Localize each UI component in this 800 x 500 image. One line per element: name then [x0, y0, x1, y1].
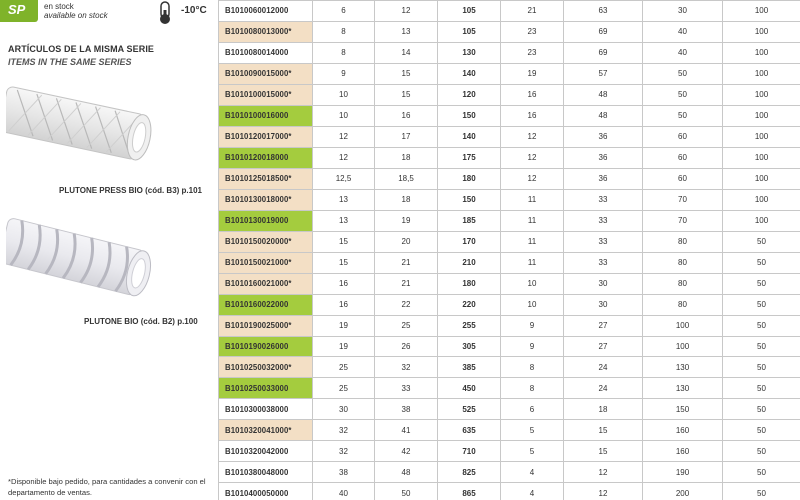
- weight-cell: 255: [438, 315, 501, 336]
- article-code-cell: B1010120017000*: [219, 126, 313, 147]
- table-row: [219, 210, 800, 231]
- table-row: [219, 336, 800, 357]
- bend-radius-cell: 80: [643, 231, 723, 252]
- stock-legend-en: available on stock: [44, 11, 108, 20]
- burst-pressure-cell: 15: [564, 441, 643, 462]
- burst-pressure-cell: 15: [564, 420, 643, 441]
- article-code-cell: B1010320042000: [219, 441, 313, 462]
- pressure-cell: 10: [501, 273, 564, 294]
- table-row: [219, 357, 800, 378]
- pressure-cell: 6: [501, 399, 564, 420]
- coil-length-cell: 50: [723, 231, 800, 252]
- stock-legend: [44, 2, 108, 20]
- burst-pressure-cell: 69: [564, 42, 643, 63]
- pressure-cell: 23: [501, 21, 564, 42]
- footnote: *Disponible bajo pedido, para cantidades a convenir con el departamento de ventas.: [8, 477, 206, 497]
- table-row: [219, 84, 800, 105]
- bend-radius-cell: 50: [643, 63, 723, 84]
- burst-pressure-cell: 33: [564, 210, 643, 231]
- pressure-cell: 16: [501, 84, 564, 105]
- weight-cell: 525: [438, 399, 501, 420]
- inner-diameter-cell: 40: [313, 483, 375, 500]
- outer-diameter-cell: 15: [375, 84, 438, 105]
- burst-pressure-cell: 69: [564, 21, 643, 42]
- pressure-cell: 5: [501, 441, 564, 462]
- article-code-cell: B1010080014000: [219, 42, 313, 63]
- inner-diameter-cell: 10: [313, 84, 375, 105]
- bend-radius-cell: 70: [643, 189, 723, 210]
- inner-diameter-cell: 13: [313, 210, 375, 231]
- bend-radius-cell: 50: [643, 105, 723, 126]
- table-row: [219, 21, 800, 42]
- article-code-cell: B1010150020000*: [219, 231, 313, 252]
- article-code-cell: B1010125018500*: [219, 168, 313, 189]
- bend-radius-cell: 80: [643, 273, 723, 294]
- burst-pressure-cell: 24: [564, 378, 643, 399]
- inner-diameter-cell: 32: [313, 441, 375, 462]
- bend-radius-cell: 70: [643, 210, 723, 231]
- pressure-cell: 11: [501, 231, 564, 252]
- outer-diameter-cell: 21: [375, 252, 438, 273]
- article-code-cell: B1010060012000: [219, 1, 313, 22]
- outer-diameter-cell: 32: [375, 357, 438, 378]
- table-row: [219, 441, 800, 462]
- pressure-cell: 5: [501, 420, 564, 441]
- weight-cell: 450: [438, 378, 501, 399]
- pressure-cell: 4: [501, 462, 564, 483]
- inner-diameter-cell: 12,5: [313, 168, 375, 189]
- series-subtitle: ITEMS IN THE SAME SERIES: [8, 57, 132, 67]
- weight-cell: 170: [438, 231, 501, 252]
- bend-radius-cell: 150: [643, 399, 723, 420]
- outer-diameter-cell: 41: [375, 420, 438, 441]
- article-code-cell: B1010400050000: [219, 483, 313, 500]
- outer-diameter-cell: 21: [375, 273, 438, 294]
- table-row: [219, 105, 800, 126]
- inner-diameter-cell: 16: [313, 273, 375, 294]
- article-code-cell: B1010100015000*: [219, 84, 313, 105]
- bend-radius-cell: 160: [643, 420, 723, 441]
- article-code-cell: B1010250032000*: [219, 357, 313, 378]
- pressure-cell: 12: [501, 168, 564, 189]
- coil-length-cell: 100: [723, 1, 800, 22]
- article-code-cell: B1010100016000: [219, 105, 313, 126]
- table-row: [219, 1, 800, 22]
- burst-pressure-cell: 48: [564, 84, 643, 105]
- outer-diameter-cell: 25: [375, 315, 438, 336]
- weight-cell: 710: [438, 441, 501, 462]
- hose-bio-image: [6, 210, 156, 310]
- pressure-cell: 19: [501, 63, 564, 84]
- pressure-cell: 12: [501, 126, 564, 147]
- article-code-cell: B1010320041000*: [219, 420, 313, 441]
- table-row: [219, 315, 800, 336]
- inner-diameter-cell: 12: [313, 147, 375, 168]
- outer-diameter-cell: 13: [375, 21, 438, 42]
- coil-length-cell: 50: [723, 420, 800, 441]
- table-row: [219, 63, 800, 84]
- pressure-cell: 11: [501, 189, 564, 210]
- inner-diameter-cell: 6: [313, 1, 375, 22]
- burst-pressure-cell: 36: [564, 168, 643, 189]
- article-code-cell: B1010380048000: [219, 462, 313, 483]
- article-code-cell: B1010190025000*: [219, 315, 313, 336]
- article-code-cell: B1010130018000*: [219, 189, 313, 210]
- coil-length-cell: 100: [723, 42, 800, 63]
- outer-diameter-cell: 12: [375, 1, 438, 22]
- coil-length-cell: 100: [723, 126, 800, 147]
- burst-pressure-cell: 27: [564, 315, 643, 336]
- article-code-cell: B1010190026000: [219, 336, 313, 357]
- bend-radius-cell: 80: [643, 294, 723, 315]
- table-row: [219, 462, 800, 483]
- bend-radius-cell: 60: [643, 126, 723, 147]
- coil-length-cell: 50: [723, 315, 800, 336]
- article-code-cell: B1010090015000*: [219, 63, 313, 84]
- stock-legend-es: en stock: [44, 2, 74, 11]
- outer-diameter-cell: 48: [375, 462, 438, 483]
- series-title: ARTÍCULOS DE LA MISMA SERIE: [8, 44, 155, 54]
- bend-radius-cell: 40: [643, 21, 723, 42]
- inner-diameter-cell: 30: [313, 399, 375, 420]
- coil-length-cell: 100: [723, 84, 800, 105]
- burst-pressure-cell: 33: [564, 189, 643, 210]
- weight-cell: 220: [438, 294, 501, 315]
- product-bio-caption: PLUTONE BIO (cód. B2) p.100: [84, 317, 198, 326]
- burst-pressure-cell: 33: [564, 252, 643, 273]
- pressure-cell: 9: [501, 315, 564, 336]
- article-code-cell: B1010130019000: [219, 210, 313, 231]
- coil-length-cell: 100: [723, 63, 800, 84]
- bend-radius-cell: 60: [643, 168, 723, 189]
- inner-diameter-cell: 8: [313, 42, 375, 63]
- inner-diameter-cell: 13: [313, 189, 375, 210]
- bend-radius-cell: 100: [643, 315, 723, 336]
- coil-length-cell: 50: [723, 294, 800, 315]
- table-row: [219, 168, 800, 189]
- pressure-cell: 23: [501, 42, 564, 63]
- weight-cell: 175: [438, 147, 501, 168]
- outer-diameter-cell: 50: [375, 483, 438, 500]
- pressure-cell: 4: [501, 483, 564, 500]
- coil-length-cell: 50: [723, 378, 800, 399]
- table-row: [219, 231, 800, 252]
- temperature-label: -10°C: [181, 5, 207, 16]
- burst-pressure-cell: 24: [564, 357, 643, 378]
- product-table: [218, 0, 800, 500]
- weight-cell: 130: [438, 42, 501, 63]
- bend-radius-cell: 60: [643, 147, 723, 168]
- pressure-cell: 16: [501, 105, 564, 126]
- coil-length-cell: 50: [723, 462, 800, 483]
- table-row: [219, 189, 800, 210]
- outer-diameter-cell: 42: [375, 441, 438, 462]
- burst-pressure-cell: 57: [564, 63, 643, 84]
- table-row: [219, 126, 800, 147]
- outer-diameter-cell: 18: [375, 189, 438, 210]
- weight-cell: 185: [438, 210, 501, 231]
- coil-length-cell: 100: [723, 21, 800, 42]
- table-row: [219, 420, 800, 441]
- outer-diameter-cell: 18,5: [375, 168, 438, 189]
- pressure-cell: 8: [501, 378, 564, 399]
- outer-diameter-cell: 20: [375, 231, 438, 252]
- outer-diameter-cell: 18: [375, 147, 438, 168]
- burst-pressure-cell: 36: [564, 147, 643, 168]
- coil-length-cell: 100: [723, 105, 800, 126]
- outer-diameter-cell: 16: [375, 105, 438, 126]
- coil-length-cell: 50: [723, 483, 800, 500]
- bend-radius-cell: 130: [643, 357, 723, 378]
- pressure-cell: 8: [501, 357, 564, 378]
- article-code-cell: B1010250033000: [219, 378, 313, 399]
- burst-pressure-cell: 30: [564, 273, 643, 294]
- inner-diameter-cell: 16: [313, 294, 375, 315]
- product-table-body: [219, 1, 800, 500]
- coil-length-cell: 50: [723, 273, 800, 294]
- stock-logo-glyph: SP: [8, 2, 26, 17]
- pressure-cell: 11: [501, 210, 564, 231]
- stock-logo-badge: [0, 0, 38, 22]
- bend-radius-cell: 80: [643, 252, 723, 273]
- coil-length-cell: 50: [723, 399, 800, 420]
- weight-cell: 180: [438, 273, 501, 294]
- article-code-cell: B1010120018000: [219, 147, 313, 168]
- bend-radius-cell: 100: [643, 336, 723, 357]
- outer-diameter-cell: 33: [375, 378, 438, 399]
- coil-length-cell: 50: [723, 441, 800, 462]
- outer-diameter-cell: 15: [375, 63, 438, 84]
- pressure-cell: 21: [501, 1, 564, 22]
- inner-diameter-cell: 32: [313, 420, 375, 441]
- weight-cell: 825: [438, 462, 501, 483]
- product-press-bio-caption: PLUTONE PRESS BIO (cód. B3) p.101: [59, 186, 202, 195]
- outer-diameter-cell: 14: [375, 42, 438, 63]
- burst-pressure-cell: 48: [564, 105, 643, 126]
- inner-diameter-cell: 38: [313, 462, 375, 483]
- weight-cell: 105: [438, 21, 501, 42]
- table-row: [219, 147, 800, 168]
- inner-diameter-cell: 12: [313, 126, 375, 147]
- weight-cell: 385: [438, 357, 501, 378]
- coil-length-cell: 50: [723, 252, 800, 273]
- table-row: [219, 42, 800, 63]
- weight-cell: 210: [438, 252, 501, 273]
- coil-length-cell: 100: [723, 210, 800, 231]
- table-row: [219, 378, 800, 399]
- table-row: [219, 273, 800, 294]
- left-panel: [0, 0, 215, 500]
- article-code-cell: B1010080013000*: [219, 21, 313, 42]
- article-code-cell: B1010300038000: [219, 399, 313, 420]
- inner-diameter-cell: 25: [313, 378, 375, 399]
- hose-press-bio-image: [6, 72, 156, 182]
- inner-diameter-cell: 15: [313, 231, 375, 252]
- bend-radius-cell: 200: [643, 483, 723, 500]
- weight-cell: 180: [438, 168, 501, 189]
- pressure-cell: 10: [501, 294, 564, 315]
- inner-diameter-cell: 15: [313, 252, 375, 273]
- coil-length-cell: 100: [723, 168, 800, 189]
- coil-length-cell: 100: [723, 189, 800, 210]
- coil-length-cell: 50: [723, 336, 800, 357]
- article-code-cell: B1010160021000*: [219, 273, 313, 294]
- table-row: [219, 294, 800, 315]
- inner-diameter-cell: 19: [313, 315, 375, 336]
- inner-diameter-cell: 10: [313, 105, 375, 126]
- inner-diameter-cell: 8: [313, 21, 375, 42]
- burst-pressure-cell: 27: [564, 336, 643, 357]
- weight-cell: 865: [438, 483, 501, 500]
- burst-pressure-cell: 18: [564, 399, 643, 420]
- bend-radius-cell: 40: [643, 42, 723, 63]
- inner-diameter-cell: 9: [313, 63, 375, 84]
- burst-pressure-cell: 63: [564, 1, 643, 22]
- table-row: [219, 483, 800, 500]
- article-code-cell: B1010150021000*: [219, 252, 313, 273]
- article-code-cell: B1010160022000: [219, 294, 313, 315]
- burst-pressure-cell: 30: [564, 294, 643, 315]
- weight-cell: 150: [438, 105, 501, 126]
- burst-pressure-cell: 33: [564, 231, 643, 252]
- burst-pressure-cell: 12: [564, 483, 643, 500]
- inner-diameter-cell: 25: [313, 357, 375, 378]
- burst-pressure-cell: 12: [564, 462, 643, 483]
- coil-length-cell: 100: [723, 147, 800, 168]
- outer-diameter-cell: 19: [375, 210, 438, 231]
- inner-diameter-cell: 19: [313, 336, 375, 357]
- bend-radius-cell: 190: [643, 462, 723, 483]
- weight-cell: 105: [438, 1, 501, 22]
- burst-pressure-cell: 36: [564, 126, 643, 147]
- table-row: [219, 252, 800, 273]
- weight-cell: 635: [438, 420, 501, 441]
- coil-length-cell: 50: [723, 357, 800, 378]
- thermometer-icon: [152, 1, 178, 25]
- bend-radius-cell: 130: [643, 378, 723, 399]
- table-row: [219, 399, 800, 420]
- pressure-cell: 11: [501, 252, 564, 273]
- weight-cell: 120: [438, 84, 501, 105]
- outer-diameter-cell: 17: [375, 126, 438, 147]
- outer-diameter-cell: 26: [375, 336, 438, 357]
- bend-radius-cell: 50: [643, 84, 723, 105]
- pressure-cell: 9: [501, 336, 564, 357]
- outer-diameter-cell: 22: [375, 294, 438, 315]
- weight-cell: 140: [438, 63, 501, 84]
- outer-diameter-cell: 38: [375, 399, 438, 420]
- bend-radius-cell: 160: [643, 441, 723, 462]
- weight-cell: 150: [438, 189, 501, 210]
- bend-radius-cell: 30: [643, 1, 723, 22]
- weight-cell: 140: [438, 126, 501, 147]
- weight-cell: 305: [438, 336, 501, 357]
- pressure-cell: 12: [501, 147, 564, 168]
